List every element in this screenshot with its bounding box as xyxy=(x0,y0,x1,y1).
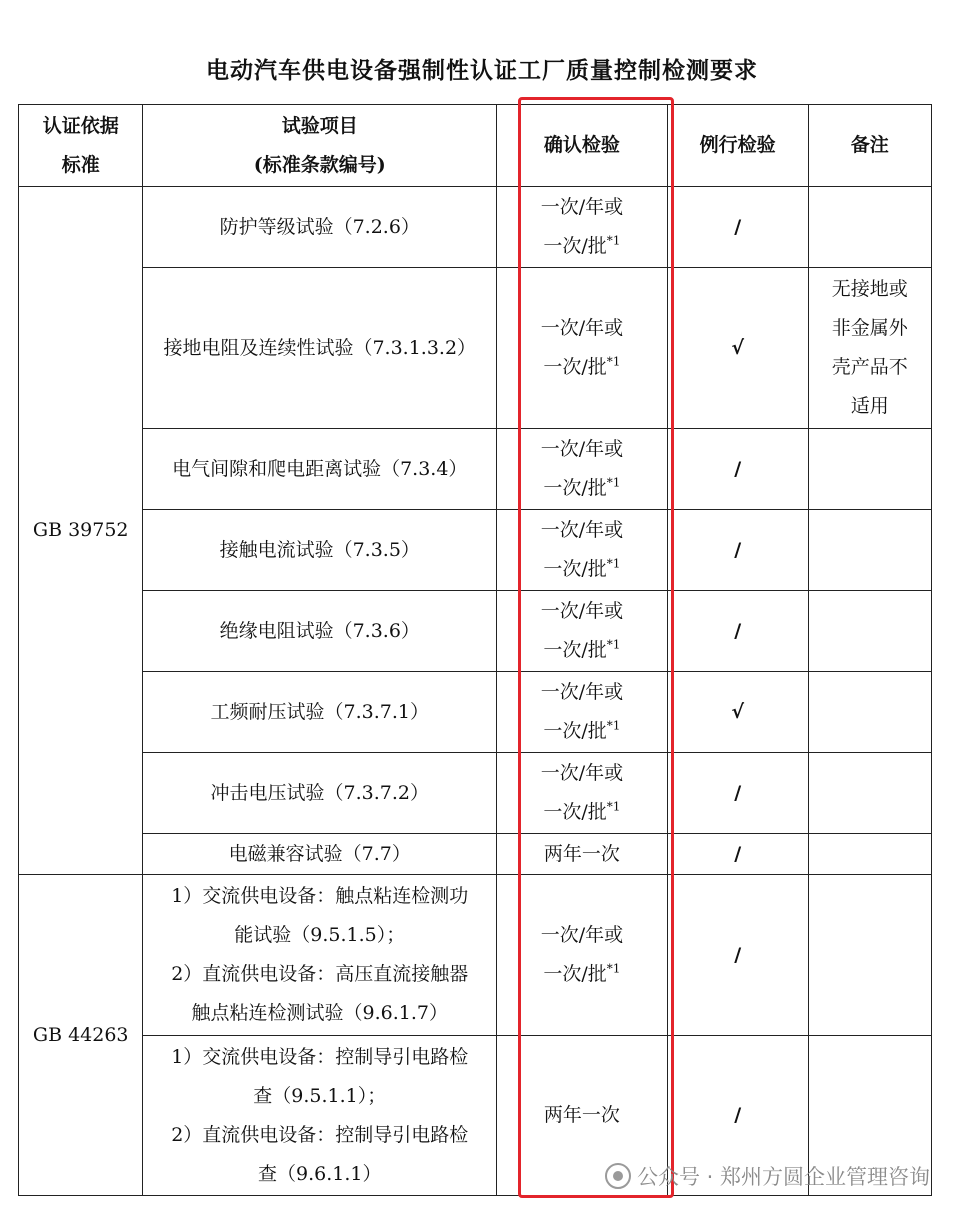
confirmation-cell: 一次/年或 一次/批$^{*1}$ xyxy=(497,672,668,753)
routine-cell: √ xyxy=(667,672,808,753)
table-row xyxy=(19,834,932,875)
confirmation-cell: 两年一次 xyxy=(497,834,668,875)
confirmation-cell: 一次/年或 一次/批$^{*1}$ xyxy=(497,591,668,672)
wechat-logo-icon xyxy=(605,1163,631,1189)
remarks-cell xyxy=(808,187,931,268)
confirmation-cell: 一次/年或 一次/批$^{*1}$ xyxy=(497,510,668,591)
confirmation-cell: 一次/年或 一次/批$^{*1}$ xyxy=(497,753,668,834)
table-row xyxy=(19,591,932,672)
header-remarks: 备注 xyxy=(808,105,931,187)
header-standard: 认证依据 标准 xyxy=(19,105,143,187)
standard-cell: GB 44263 xyxy=(19,875,143,1196)
routine-cell: / xyxy=(667,1036,808,1196)
table-row xyxy=(19,672,932,753)
confirmation-cell: 一次/年或 一次/批$^{*1}$ xyxy=(497,187,668,268)
test-item-cell: 电磁兼容试验（7.7） xyxy=(143,834,497,875)
routine-cell: / xyxy=(667,875,808,1036)
remarks-cell xyxy=(808,834,931,875)
test-item-cell: 绝缘电阻试验（7.3.6） xyxy=(143,591,497,672)
table-row xyxy=(19,429,932,510)
remarks-cell: 无接地或 非金属外 壳产品不 适用 xyxy=(808,268,931,429)
test-item-cell: 防护等级试验（7.2.6） xyxy=(143,187,497,268)
remarks-cell xyxy=(808,672,931,753)
confirmation-cell: 一次/年或 一次/批$^{*1}$ xyxy=(497,429,668,510)
remarks-cell xyxy=(808,429,931,510)
table-row xyxy=(19,875,932,1036)
standard-cell: GB 39752 xyxy=(19,187,143,875)
table-row xyxy=(19,187,932,268)
header-test-item: 试验项目 (标准条款编号) xyxy=(143,105,497,187)
remarks-cell xyxy=(808,510,931,591)
table-row xyxy=(19,753,932,834)
watermark xyxy=(605,1161,930,1191)
test-item-cell: 接地电阻及连续性试验（7.3.1.3.2） xyxy=(143,268,497,429)
test-item-cell: 冲击电压试验（7.3.7.2） xyxy=(143,753,497,834)
test-item-cell: 1）交流供电设备：触点粘连检测功 能试验（9.5.1.5）； 2）直流供电设备：高压直流接触器 触点粘连检测试验（9.6.1.7） xyxy=(143,875,497,1036)
remarks-cell xyxy=(808,591,931,672)
table-row xyxy=(19,268,932,429)
test-item-cell: 工频耐压试验（7.3.7.1） xyxy=(143,672,497,753)
document-title: 电动汽车供电设备强制性认证工厂质量控制检测要求 xyxy=(206,57,758,84)
header-row xyxy=(19,105,932,187)
remarks-cell xyxy=(808,875,931,1036)
routine-cell: / xyxy=(667,753,808,834)
routine-cell: / xyxy=(667,429,808,510)
routine-cell: √ xyxy=(667,268,808,429)
routine-cell: / xyxy=(667,510,808,591)
test-item-cell: 电气间隙和爬电距离试验（7.3.4） xyxy=(143,429,497,510)
remarks-cell xyxy=(808,753,931,834)
test-item-cell: 接触电流试验（7.3.5） xyxy=(143,510,497,591)
header-routine-test: 例行检验 xyxy=(667,105,808,187)
routine-cell: / xyxy=(667,187,808,268)
confirmation-cell: 两年一次 xyxy=(497,1036,668,1196)
watermark-text: 公众号 · 郑州方圆企业管理咨询 xyxy=(636,1165,930,1189)
confirmation-cell: 一次/年或 一次/批$^{*1}$ xyxy=(497,875,668,1036)
routine-cell: / xyxy=(667,834,808,875)
confirmation-cell: 一次/年或 一次/批$^{*1}$ xyxy=(497,268,668,429)
test-item-cell: 1）交流供电设备：控制导引电路检 查（9.5.1.1）； 2）直流供电设备：控制导引电路检 查（9.6.1.1） xyxy=(143,1036,497,1196)
routine-cell: / xyxy=(667,591,808,672)
header-confirmation-test: 确认检验 xyxy=(497,105,668,187)
table-row xyxy=(19,510,932,591)
inspection-table xyxy=(18,104,932,1196)
